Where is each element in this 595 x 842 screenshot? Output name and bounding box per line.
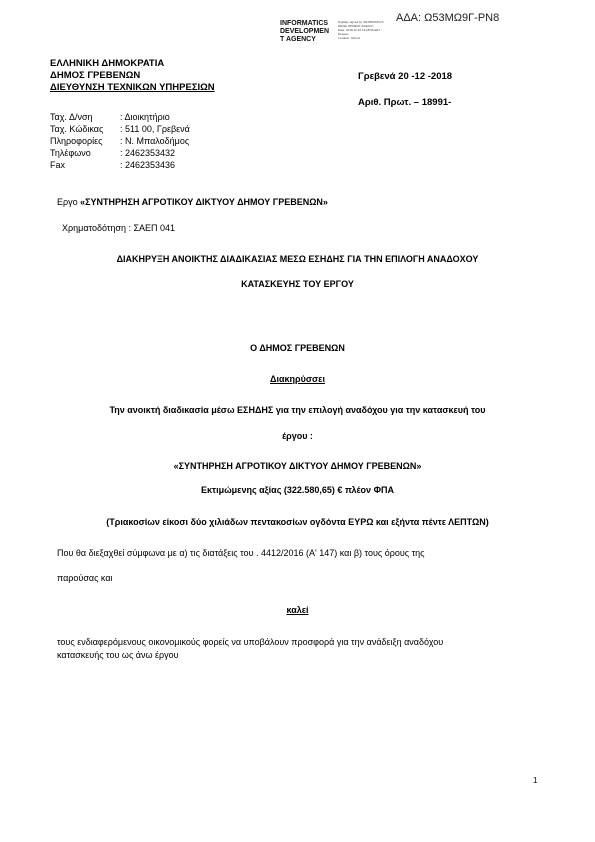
project-line: Εργο «ΣΥΝΤΗΡΗΣΗ ΑΓΡΟΤΙΚΟΥ ΔΙΚΤΥΟΥ ΔΗΜΟΥ ΓΡΕΒΕΝΩΝ»: [57, 197, 328, 207]
announces-heading: Διακηρύσσει: [270, 374, 325, 384]
project-name-center: «ΣΥΝΤΗΡΗΣΗ ΑΓΡΟΤΙΚΟΥ ΔΙΚΤΥΟΥ ΔΗΜΟΥ ΓΡΕΒΕΝΩΝ»: [173, 461, 422, 471]
funding-line: Χρηματοδότηση : ΣΑΕΠ 041: [62, 223, 176, 233]
body-paragraph1-line2: παρούσας και: [57, 573, 113, 583]
contact-row: Ταχ. Κώδικας : 511 00, Γρεβενά: [50, 124, 190, 134]
amount-in-words: (Τριακοσίων είκοσι δύο χιλιάδων πεντακοσίων ογδόντα ΕΥΡΩ και εξήντα πέντε ΛΕΠΤΩΝ): [106, 517, 489, 527]
contact-block: [50, 111, 190, 171]
body-paragraph2-line1: τους ενδιαφερόμενους οικονομικούς φορείς να υποβάλουν προσφορά για την ανάδειξη αναδόχου: [57, 637, 444, 647]
notice-title-line2: ΚΑΤΑΣΚΕΥΗΣ ΤΟΥ ΕΡΓΟΥ: [241, 279, 354, 289]
digital-signature-stamp: [280, 20, 392, 52]
protocol-number: Αριθ. Πρωτ. – 18991-: [358, 97, 452, 108]
contact-row: Ταχ. Δ/νση : Διοικητήριο: [50, 112, 170, 122]
contact-row: Πληροφορίες : Ν. Μπαλοδήμος: [50, 136, 190, 146]
contact-row: Fax : 2462353436: [50, 160, 176, 170]
signature-name: INFORMATICS DEVELOPMEN T AGENCY: [280, 20, 330, 43]
page-number: 1: [533, 776, 538, 785]
contact-row: Τηλέφωνο : 2462353432: [50, 148, 176, 158]
procedure-line1: Την ανοικτή διαδικασία μέσω ΕΣΗΔΗΣ για την επιλογή αναδόχου για την κατασκευή του: [109, 405, 486, 415]
notice-title-line1: ΔΙΑΚΗΡΥΞΗ ΑΝΟΙΚΤΗΣ ΔΙΑΔΙΚΑΣΙΑΣ ΜΕΣΩ ΕΣΗΔΗΣ ΓΙΑ ΤΗΝ ΕΠΙΛΟΓΗ ΑΝΑΔΟΧΟΥ: [116, 254, 479, 264]
municipality-heading: Ο ΔΗΜΟΣ ΓΡΕΒΕΝΩΝ: [250, 343, 345, 353]
signature-details: Digitally signed by INFORMATICS DEVELOPMENT AGENCY Date: 2018.12.20 13:28:56 EET Reason: Location: Athens: [338, 20, 384, 40]
procedure-line2: έργου :: [282, 431, 313, 441]
header-directorate: ΔΙΕΥΘΥΝΣΗ ΤΕΧΝΙΚΩΝ ΥΠΗΡΕΣΙΩΝ: [50, 82, 215, 93]
body-paragraph1-line1: Που θα διεξαχθεί σύμφωνα με α) τις διατάξεις του . 4412/2016 (Α' 147) και β) τους όρους της: [57, 548, 425, 558]
invites-heading: καλεί: [286, 605, 309, 615]
ada-code: ΑΔΑ: Ω53ΜΩ9Γ-ΡΝ8: [396, 12, 500, 24]
estimated-value: Εκτιμώμενης αξίας (322.580,65) € πλέον ΦΠΑ: [201, 485, 394, 495]
body-paragraph2-line2: κατασκευής του ως άνω έργου: [57, 650, 179, 660]
document-date: Γρεβενά 20 -12 -2018: [358, 71, 453, 82]
header-republic: ΕΛΛΗΝΙΚΗ ΔΗΜΟΚΡΑΤΙΑ: [50, 58, 165, 69]
header-municipality: ΔΗΜΟΣ ΓΡΕΒΕΝΩΝ: [50, 70, 141, 81]
